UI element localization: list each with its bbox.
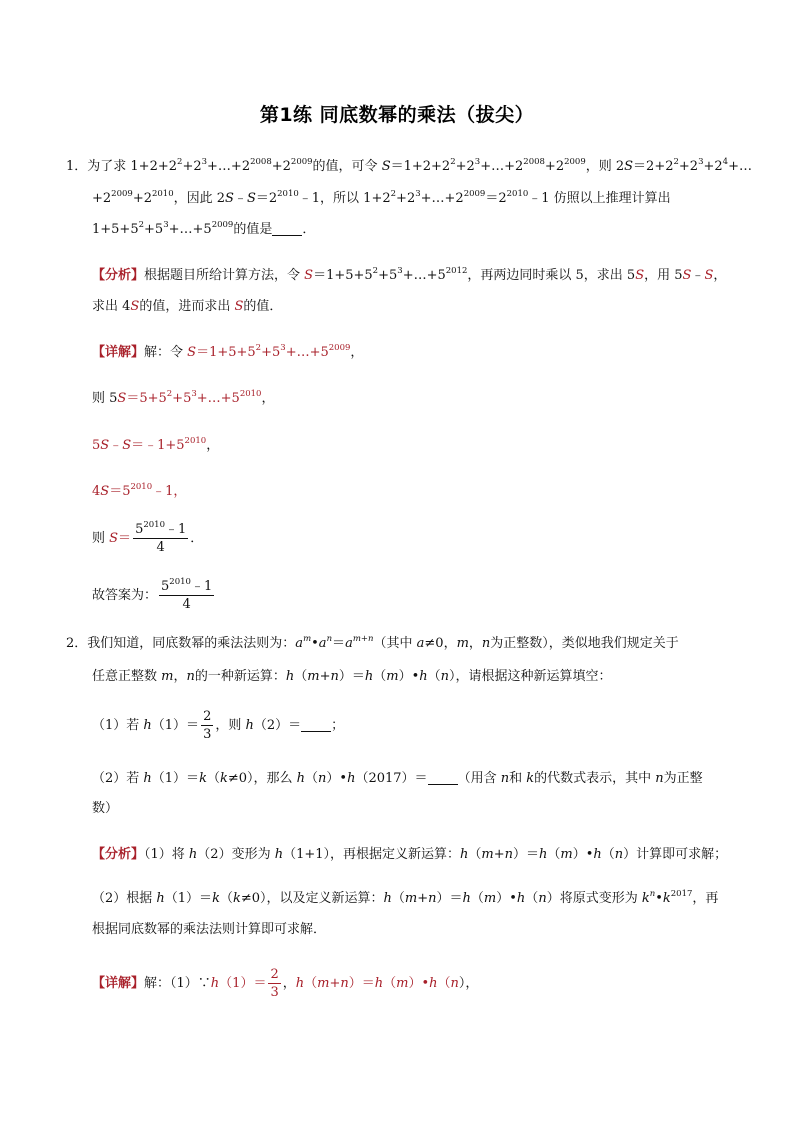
detail-tag: 【详解】 (92, 976, 145, 991)
a1-analysis-line-2: 求出 4S的值，进而求出 S的值． (92, 299, 283, 314)
answer-fraction: $\frac{5^{2010}﹣1}{4}$ (161, 577, 213, 612)
a2-analysis-line-2: （2）根据 h（1）＝k（k≠0），以及定义新运算：h（m+n）＝h（m）•h（n）将原式变形为 $k^n•k^{2017}$，再 (92, 889, 719, 906)
a2-detail-line-1: 【详解】解：（1）∵h（1）＝ $\frac{2}{3}$ ，h（m+n）＝h（m）•h（n）， (92, 967, 479, 1000)
a1-step-2: 则 $5S=5+5^2+5^3+\dots+5^{2010}$， (92, 389, 275, 406)
analysis-tag: 【分析】 (92, 847, 145, 862)
a1-step-5: 则 S＝ $\frac{5^{2010}﹣1}{4}$ ． (92, 520, 204, 555)
a2-analysis-line-3: 根据同底数幂的乘法法则计算即可求解． (92, 922, 327, 937)
q1-line-3: $1+5+5^2+5^3+\dots+5^{2009}$的值是 ． (92, 220, 316, 237)
q2-sub-1: （1）若 h（1）＝ $\frac{2}{3}$ ，则 h（2）＝ ； (92, 709, 345, 742)
detail-tag: 【详解】 (92, 345, 145, 360)
q1-number: 1． (66, 159, 88, 174)
a1-step-4: $4S=5^{2010}﹣1$， (92, 482, 187, 499)
q2-sub-2-cont: 数） (92, 801, 119, 816)
answer-blank (301, 717, 331, 732)
a1-step-3: $5S﹣S=﹣1+5^{2010}$， (92, 436, 220, 453)
page-title: 第1练 同底数幂的乘法（拔尖） (259, 104, 535, 126)
q2-number: 2． (66, 636, 88, 651)
answer-blank (272, 221, 302, 236)
analysis-tag: 【分析】 (92, 268, 145, 283)
q2-line-2: 任意正整数 m，n的一种新运算：h（m+n）＝h（m）•h（n），请根据这种新运算填空： (92, 669, 612, 684)
q2-sub-2: （2）若 h（1）＝k（k≠0），那么 h（n）•h（2017）＝ （用含 n和 k的代数式表示，其中 n为正整 (92, 771, 703, 786)
a1-detail-line-1: 【详解】解：令 $S=1+5+5^2+5^3+\dots+5^{2009}$， (92, 343, 364, 360)
q2-line-1: 2．我们知道，同底数幂的乘法法则为：$a^m•a^n=a^{m+n}$（其中 a≠0，m，n为正整数），类似地我们规定关于 (66, 634, 679, 651)
a1-answer: 故答案为： $\frac{5^{2010}﹣1}{4}$ (92, 577, 213, 612)
a1-analysis-line-1: 【分析】根据题目所给计算方法，令 $S=1+5+5^2+5^3+\dots+5^{2012}$，再两边同时乘以 5，求出 5S，用 5S﹣S， (92, 266, 727, 283)
q1-line-2: $+2^{2009}+2^{2010}$，因此 $2S﹣S=2^{2010}﹣1$，所以 $1+2^2+2^3+\dots+2^{2009}=2^{2010}﹣1$ 仿照以上推理计算出 (92, 189, 671, 206)
a2-analysis-line-1: 【分析】（1）将 h（2）变形为 h（1+1），再根据定义新运算：h（m+n）＝h（m）•h（n）计算即可求解； (92, 847, 728, 862)
answer-blank (428, 770, 458, 785)
fraction: $\frac{2}{3}$ (203, 709, 212, 742)
fraction: $\frac{5^{2010}﹣1}{4}$ (135, 520, 187, 555)
q1-line-1: 1．为了求 $1+2+2^2+2^3+\dots+2^{2008}+2^{2009}$的值，可令 $S=1+2+2^2+2^3+\dots+2^{2008}+2^{2009}$，则 $2S=2+2^2+2^3+2^4+\dots$ (66, 157, 752, 174)
fraction: $\frac{2}{3}$ (270, 967, 279, 1000)
